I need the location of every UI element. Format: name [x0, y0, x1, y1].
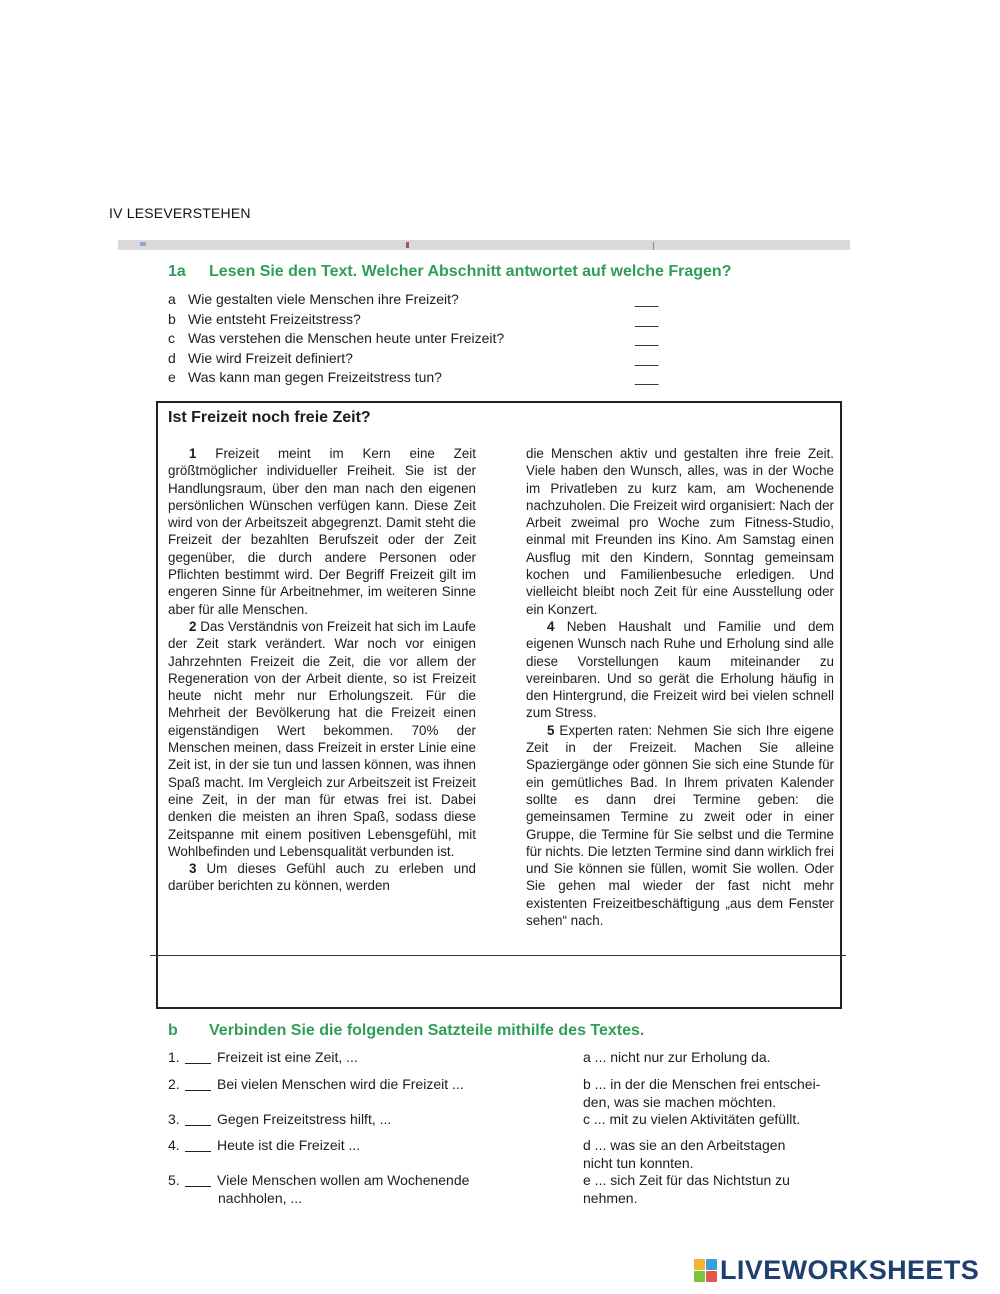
logo-square	[706, 1271, 717, 1282]
answer-blank[interactable]	[185, 1112, 211, 1126]
item-text: Bei vielen Menschen wird die Freizeit ...	[217, 1076, 464, 1092]
question-row-c	[168, 329, 668, 349]
liveworksheets-brand[interactable]	[694, 1254, 979, 1286]
logo-square	[694, 1271, 705, 1282]
exercise-letter: b	[168, 1022, 178, 1039]
paragraph-4	[526, 618, 834, 722]
paragraph-text: Freizeit meint im Kern eine Zeit größtmöglicher individueller Freiheit. Sie ist der Handlungsraum, über den man nach den eigenen persönlichen Wünschen verfügen kann. Diese Zeit wird von der Arbeitszeit abgegrenzt. Damit steht die Freizeit der bezahlten Berufszeit oder der Zeit gegenüber, die durch andere Personen oder Pflichten bestimmt wird. Der Begriff Freizeit gilt im engeren Sinne für Arbeitnehmer, im weiteren Sinne aber für alle Menschen.	[168, 446, 476, 617]
option-text: c ... mit zu vielen Aktivitäten gefüllt.	[583, 1111, 801, 1127]
brand-name: LIVEWORKSHEETS	[720, 1254, 980, 1285]
answer-blank[interactable]	[185, 1173, 211, 1187]
option-text: a ... nicht nur zur Erholung da.	[583, 1049, 771, 1065]
item-text: Viele Menschen wollen am Wochenende	[217, 1172, 470, 1188]
match-item-2	[168, 1075, 558, 1093]
scan-cut-line	[150, 955, 846, 956]
answer-blank[interactable]	[185, 1077, 211, 1091]
paragraph-text: Um dieses Gefühl auch zu erleben und darüber berichten zu können, werden	[168, 861, 476, 894]
option-text-line2: den, was sie machen möchten.	[583, 1094, 776, 1110]
match-item-1	[168, 1048, 558, 1066]
question-letter: c	[168, 330, 175, 346]
item-text: Freizeit ist eine Zeit, ...	[217, 1049, 358, 1065]
answer-blank[interactable]: ___	[635, 349, 659, 366]
item-number: 5.	[168, 1172, 180, 1188]
question-row-a	[168, 290, 668, 310]
option-text: b ... in der die Menschen frei entschei-	[583, 1076, 821, 1092]
question-text: Was verstehen die Menschen heute unter Freizeit?	[188, 330, 505, 346]
question-text: Wie entsteht Freizeitstress?	[188, 310, 361, 327]
question-row-d	[168, 349, 668, 369]
answer-blank[interactable]: ___	[635, 330, 659, 346]
match-item-3	[168, 1110, 558, 1128]
paragraph-2	[168, 618, 476, 860]
paragraph-1	[168, 445, 476, 618]
match-item-4	[168, 1136, 558, 1154]
option-text: d ... was sie an den Arbeitstagen	[583, 1137, 786, 1153]
exercise-number: 1a	[168, 263, 186, 280]
match-item-5	[168, 1171, 558, 1207]
match-option-d	[583, 1136, 868, 1172]
question-letter: d	[168, 349, 176, 366]
match-option-b	[583, 1075, 868, 1111]
logo-square	[706, 1259, 717, 1270]
option-text: e ... sich Zeit für das Nichtstun zu	[583, 1172, 790, 1188]
liveworksheets-logo-icon	[694, 1259, 716, 1281]
question-row-b	[168, 310, 668, 330]
item-number: 3.	[168, 1111, 180, 1127]
exercise-instruction: Verbinden Sie die folgenden Satzteile mithilfe des Textes.	[209, 1022, 645, 1039]
scan-mark	[653, 242, 654, 250]
match-option-c	[583, 1110, 868, 1128]
exercise-1a-title	[168, 263, 731, 281]
paragraph-text: Neben Haushalt und Familie und dem eigenen Wunsch nach Ruhe und Erholung sind alle diese Vorstellungen kaum miteinander zu vereinbaren. Und so gerät die Erholung häufig in den Hintergrund, die Freizeit wird bei vielen schnell zum Stress.	[526, 618, 834, 721]
exercise-b-title	[168, 1022, 644, 1040]
answer-blank[interactable]: ___	[635, 369, 659, 385]
paragraph-number: 5	[547, 722, 555, 738]
paragraph-text: Experten raten: Nehmen Sie sich Ihre eigene Zeit in der Freizeit. Machen Sie alleine Spaziergänge oder gönnen Sie sich eine Stunde für ein gemütliches Bad. In Ihrem privaten Kalender sollte es dann drei Termine geben: die gemeinsamen Termine zu zweit oder in einer Gruppe, die Termine für Sie selbst und die Termine für nichts. Die letzten Termine sind dann wirklich frei und Sie können sie füllen, womit Sie wollen. Oder Sie gehen mal wieder der fast nicht mehr existenten Freizeitbeschäftigung „aus dem Fenster sehen“ nach.	[526, 722, 834, 929]
question-letter: b	[168, 310, 176, 327]
item-number: 2.	[168, 1076, 180, 1092]
scan-mark	[140, 242, 146, 246]
reading-text-box	[156, 401, 842, 1009]
paragraph-number: 3	[189, 861, 197, 877]
option-text-line2: nicht tun konnten.	[583, 1155, 694, 1171]
logo-square	[694, 1259, 705, 1270]
match-option-e	[583, 1171, 868, 1207]
question-letter: e	[168, 369, 176, 385]
question-list	[168, 290, 668, 388]
paragraph-3-continued: die Menschen aktiv und gestalten ihre freie Zeit. Viele haben den Wunsch, alles, was in der Woche im Privatleben zu kurz kam, am Wochenende nachzuholen. Die Freizeit wird organisiert: Nach der Arbeit zweimal pro Woche zum Fitness-Studio, einmal mit Freunden ins Kino. Am Samstag einen Ausflug mit den Kindern, Sonntag gemeinsam kochen und Familienbesuche erledigen. Und vielleicht bleibt noch Zeit für eine Ausstellung oder ein Konzert.	[526, 446, 834, 617]
paragraph-5	[526, 722, 834, 930]
answer-blank[interactable]	[185, 1050, 211, 1064]
item-number: 4.	[168, 1137, 180, 1153]
question-text: Was kann man gegen Freizeitstress tun?	[188, 369, 442, 385]
item-number: 1.	[168, 1049, 180, 1065]
text-column-left	[168, 445, 476, 895]
item-text-line2: nachholen, ...	[218, 1190, 303, 1206]
question-text: Wie wird Freizeit definiert?	[188, 349, 353, 366]
paragraph-3	[168, 860, 476, 895]
match-option-a	[583, 1048, 868, 1066]
question-text: Wie gestalten viele Menschen ihre Freizeit?	[188, 291, 459, 307]
page-heading: IV LESEVERSTEHEN	[109, 205, 251, 221]
paragraph-number: 1	[189, 446, 197, 461]
paragraph-number: 4	[547, 618, 555, 634]
item-text: Heute ist die Freizeit ...	[217, 1137, 361, 1153]
paragraph-text: Das Verständnis von Freizeit hat sich im Laufe der Zeit stark verändert. War noch vor einigen Jahrzehnten Freizeit die Zeit, die vor allem der Regeneration von der Arbeit diente, so ist Freizeit heute nicht mehr nur Erholungszeit. Für die Mehrheit der Bevölkerung hat die Freizeit einen eigenständigen Wert bekommen. 70% der Menschen meinen, dass Freizeit in erster Linie eine Zeit ist, in der sie tun und lassen können, was ihnen Spaß macht. Im Vergleich zur Arbeitszeit ist Freizeit eine Zeit, in der man für etwas frei ist. Dabei denken die meisten an ihren Spaß, sodass diese Zeitspanne mit einem positiven Lebensgefühl, mit Wohlbefinden und Lebensqualität verbunden ist.	[168, 618, 476, 859]
answer-blank[interactable]: ___	[635, 310, 659, 327]
reading-text-title: Ist Freizeit noch freie Zeit?	[168, 409, 371, 426]
answer-blank[interactable]: ___	[635, 291, 659, 307]
paragraph-number: 2	[189, 618, 197, 634]
option-text-line2: nehmen.	[583, 1190, 638, 1206]
question-row-e	[168, 368, 668, 388]
scan-edge-strip	[118, 240, 850, 250]
scan-mark	[406, 242, 409, 248]
question-letter: a	[168, 291, 176, 307]
text-column-right	[526, 445, 834, 929]
answer-blank[interactable]	[185, 1138, 211, 1152]
item-text: Gegen Freizeitstress hilft, ...	[217, 1111, 392, 1127]
exercise-instruction: Lesen Sie den Text. Welcher Abschnitt antwortet auf welche Fragen?	[209, 263, 732, 280]
